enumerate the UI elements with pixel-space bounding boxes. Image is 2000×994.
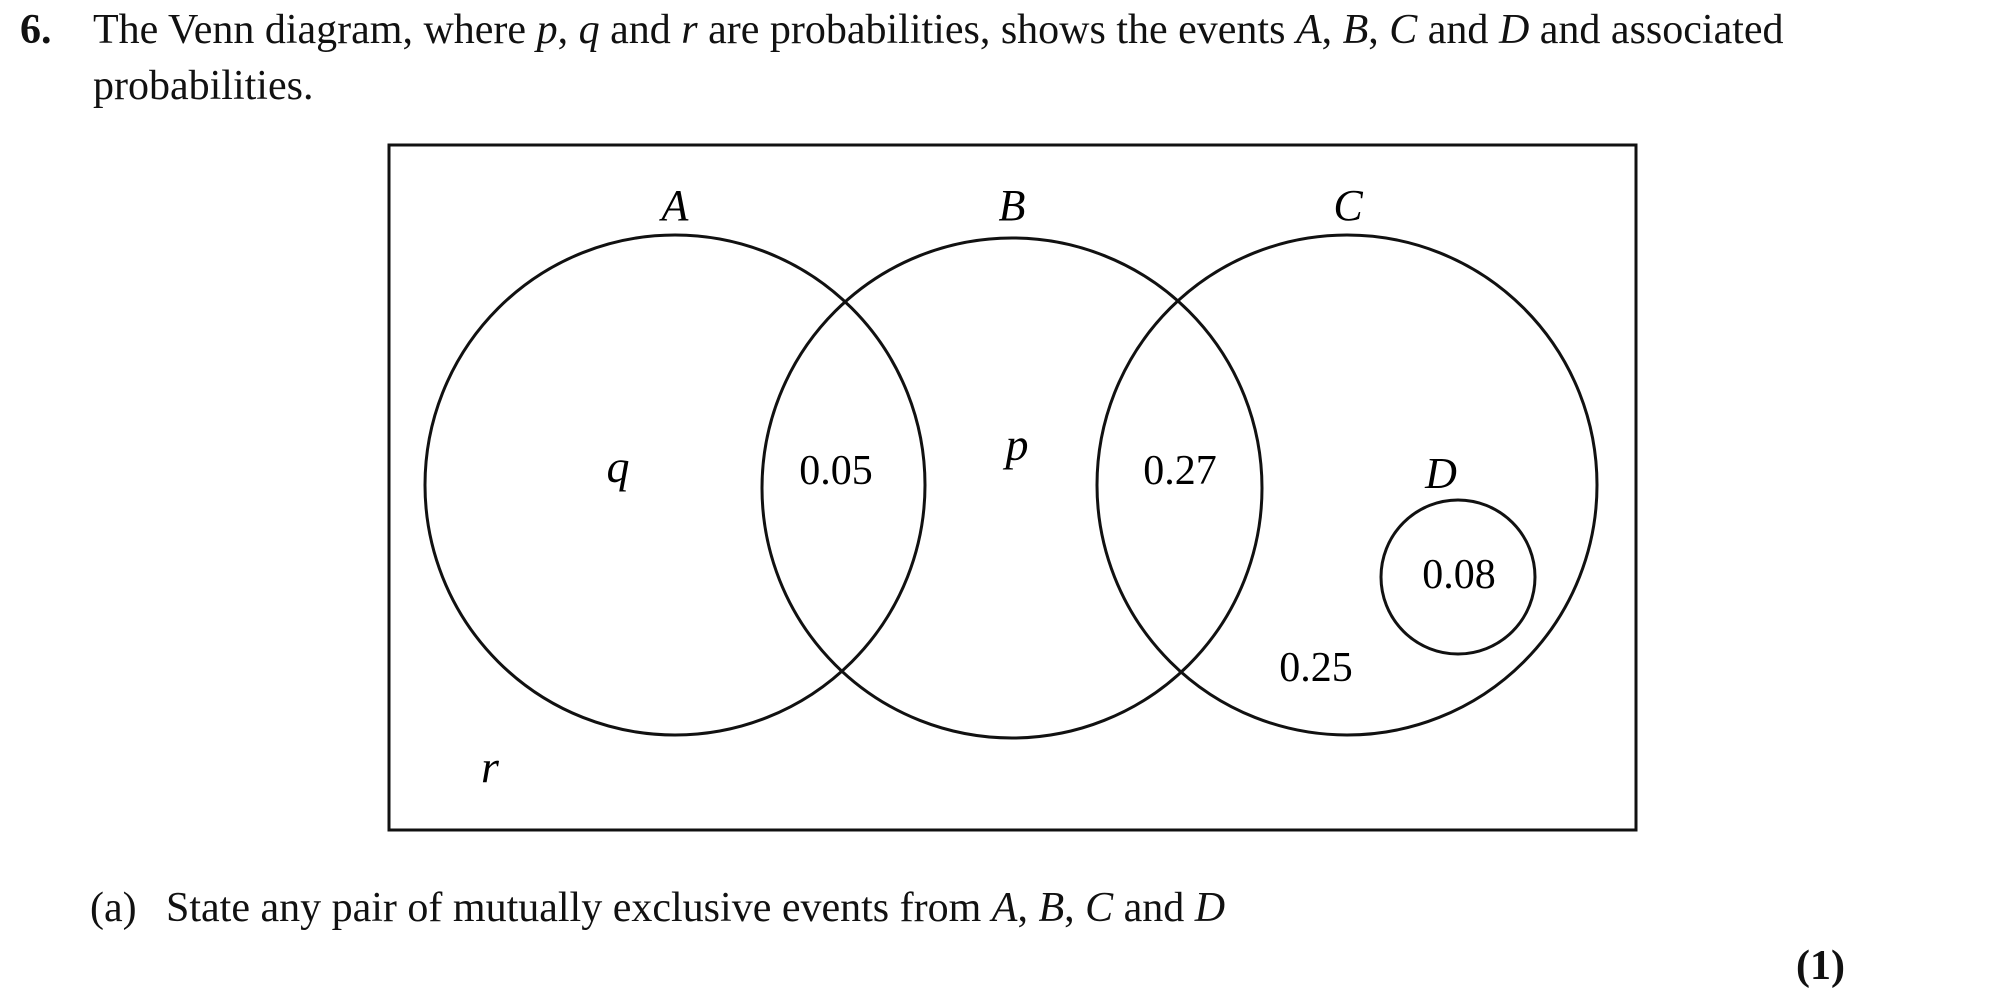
region-a-and-b: 0.05: [799, 448, 873, 494]
italic-variable: C: [1085, 885, 1114, 931]
region-only-a: q: [606, 441, 630, 492]
part-a-marks: (1): [1796, 943, 1845, 989]
italic-variable: r: [681, 7, 698, 53]
italic-variable: A: [991, 885, 1018, 931]
set-label-b: B: [998, 181, 1026, 230]
italic-variable: B: [1342, 7, 1369, 53]
italic-variable: D: [1498, 7, 1530, 53]
region-c-not-d: 0.25: [1279, 645, 1353, 691]
region-only-b: p: [1005, 419, 1029, 470]
italic-variable: q: [578, 7, 600, 53]
part-a-label: (a): [90, 885, 137, 931]
italic-variable: B: [1038, 885, 1065, 931]
set-label-a: A: [661, 181, 689, 230]
set-label-c: C: [1333, 181, 1363, 230]
italic-variable: p: [536, 7, 558, 53]
question-number: 6.: [20, 7, 52, 53]
region-d: 0.08: [1422, 552, 1496, 598]
part-a-text: State any pair of mutually exclusive events from A, B, C and D: [166, 885, 1226, 931]
italic-variable: D: [1194, 885, 1226, 931]
region-b-and-c: 0.27: [1143, 448, 1217, 494]
set-label-d: D: [1425, 449, 1457, 498]
part-a-question: [90, 880, 1225, 936]
region-outside: r: [481, 741, 499, 792]
italic-variable: C: [1389, 7, 1418, 53]
question-stem: The Venn diagram, where p, q and r are probabilities, shows the events A, B, C and D and associated probabilities.: [93, 7, 1784, 109]
italic-variable: A: [1295, 7, 1322, 53]
